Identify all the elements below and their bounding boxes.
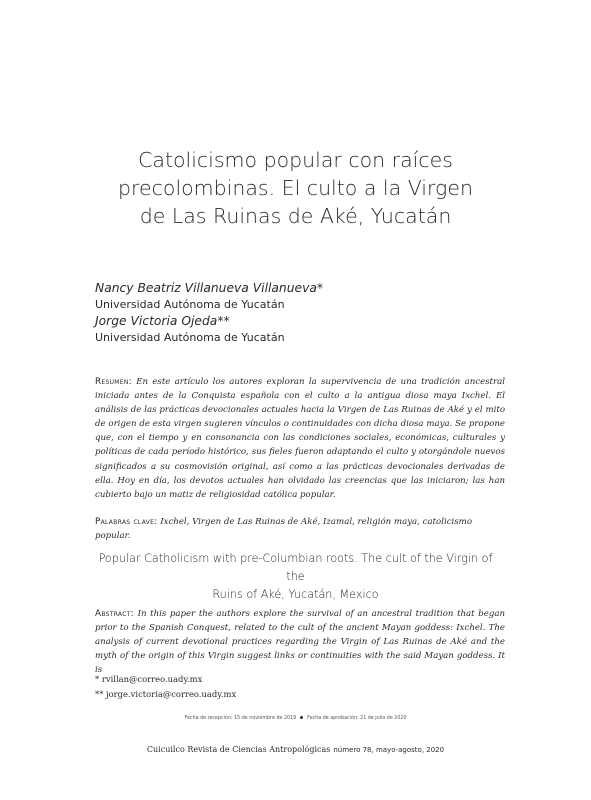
keywords-label: Palabras clave:	[95, 517, 158, 527]
author-affiliation: Universidad Autónoma de Yucatán	[95, 331, 285, 344]
resumen-label: Resumen:	[95, 377, 132, 387]
abstract-text: In this paper the authors explore the survival of an ancestral tradition that began prior to the Spanish Conquest, related to the cult of the ancient Mayan goddess: Ixchel. The analysis of current devotional practices regarding the Virgin of Las Ruinas de Aké and the myth of the origin of this Virgin suggest links or continuities with the said Mayan goddess. It is	[95, 609, 505, 676]
footnote-email: ** jorge.victoria@correo.uady.mx	[95, 689, 237, 699]
keywords-text: Ixchel, Virgen de Las Ruinas de Aké, Izamal, religión maya, catolicismo popular.	[95, 517, 472, 541]
title-line: Catolicismo popular con raíces	[138, 148, 453, 172]
approved-date: Fecha de aprobación: 21 de julio de 2020	[307, 716, 407, 721]
submission-dates	[0, 716, 591, 721]
abstract-paragraph	[95, 607, 505, 677]
bullet-separator	[300, 716, 303, 719]
resumen-paragraph	[95, 375, 505, 502]
title-line: de Las Ruinas de Aké, Yucatán	[139, 204, 452, 228]
article-title	[90, 146, 501, 230]
abstract-label: Abstract:	[95, 609, 134, 619]
author-name: Jorge Victoria Ojeda**	[95, 314, 230, 328]
author-block	[95, 280, 515, 346]
english-title-line: Popular Catholicism with pre-Columbian roots. The cult of the Virgin of the	[98, 552, 493, 583]
journal-footer	[0, 745, 591, 754]
english-title-line: Ruins of Aké, Yucatán, Mexico	[212, 588, 379, 601]
received-date: Fecha de recepción: 15 de noviembre de 2019	[184, 716, 297, 721]
journal-name: Cuicuilco Revista de Ciencias Antropológicas	[146, 745, 331, 754]
keywords-paragraph	[95, 515, 505, 543]
resumen-text: En este artículo los autores exploran la supervivencia de una tradición ancestral iniciada antes de la Conquista española con el culto a la antigua diosa maya Ixchel. El análisis de las prácticas devocionales actuales hacia la Virgen de Las Ruinas de Aké y el mito de origen de esta virgen sugieren vínculos o continuidades con dicha diosa maya. Se propone que, con el tiempo y en consonancia con las condiciones sociales, económicas, culturales y políticas de cada período histórico, sus fieles fueron adaptando el culto y otorgándole nuevos significados a su cosmovisión original, así como a las prácticas devocionales derivadas de ella. Hoy en día, los devotos actuales han olvidado las creencias que las iniciaron; las han cubierto bajo un matiz de religiosidad católica popular.	[95, 377, 505, 500]
title-line: precolombinas. El culto a la Virgen	[118, 176, 473, 200]
journal-issue: número 78, mayo-agosto, 2020	[333, 746, 445, 754]
author-name: Nancy Beatriz Villanueva Villanueva*	[95, 281, 324, 295]
author-affiliation: Universidad Autónoma de Yucatán	[95, 298, 285, 311]
footnotes	[95, 672, 395, 702]
english-title	[90, 550, 501, 604]
footnote-email: * rvillan@correo.uady.mx	[95, 674, 203, 684]
